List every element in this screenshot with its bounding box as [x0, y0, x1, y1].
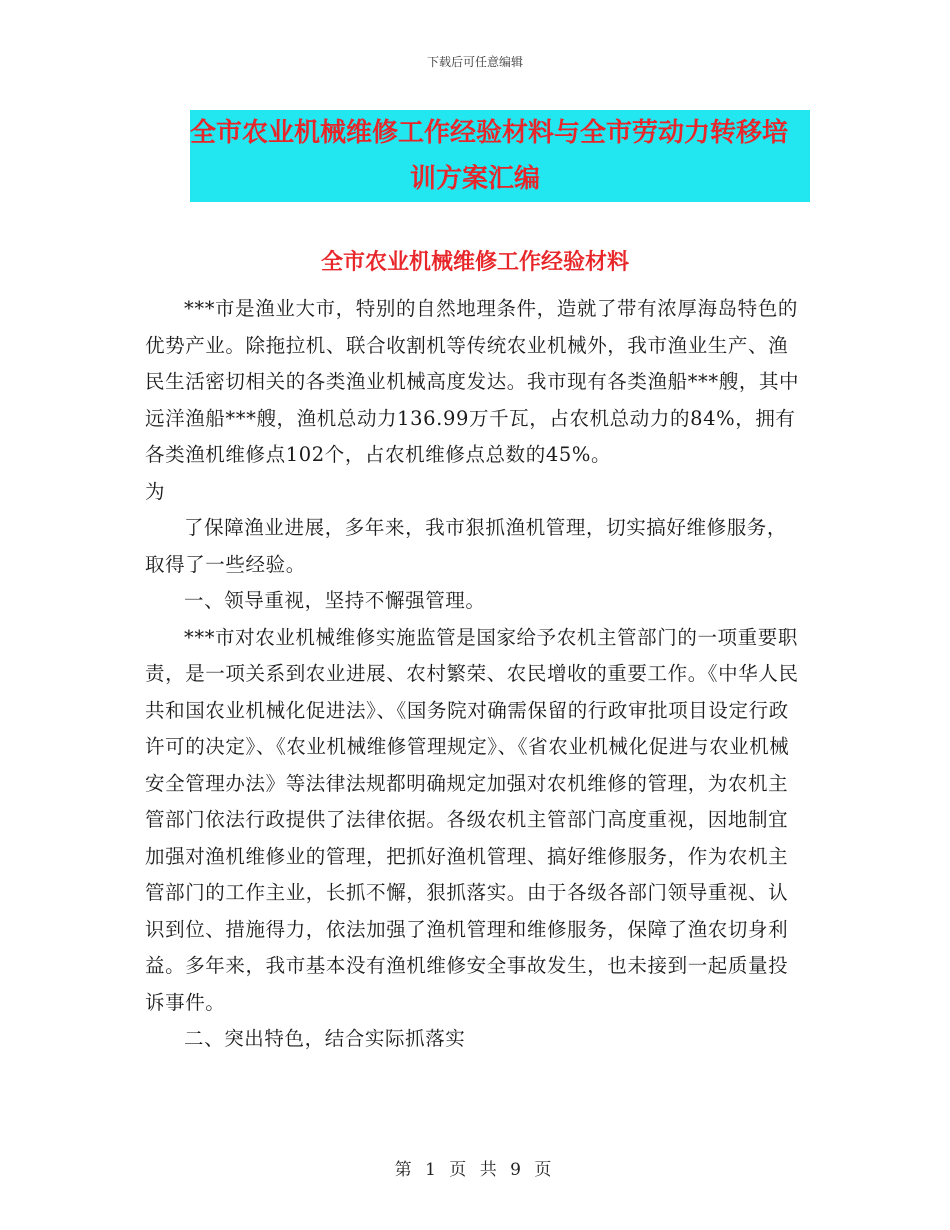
- paragraph: 了保障渔业进展，多年来，我市狠抓渔机管理，切实搞好维修服务，取得了一些经验。: [145, 516, 788, 576]
- document-body: [145, 291, 805, 1058]
- paragraph: 为: [145, 479, 166, 503]
- document-title: [190, 110, 810, 202]
- header-note: 下载后可任意编辑: [426, 55, 523, 69]
- paragraph: ***市对农业机械维修实施监管是国家给予农机主管部门的一项重要职责，是一项关系到农业进展、农村繁荣、农民增收的重要工作。《中华人民共和国农业机械化促进法》、《国务院对确需保留的行政审批项目设定行政许可的决定》、《农业机械维修管理规定》、《省农业机械化促进与农业机械安全管理办法》等法律法规都明确规定加强对农机维修的管理，为农机主管部门依法行政提供了法律依据。各级农机主管部门高度重视，因地制宜加强对渔机维修业的管理，把抓好渔机管理、搞好维修服务，作为农机主管部门的工作主业，长抓不懈，狠抓落实。由于各级各部门领导重视、认识到位、措施得力，依法加强了渔机管理和维修服务，保障了渔农切身利益。多年来，我市基本没有渔机维修安全事故发生，也未接到一起质量投诉事件。: [145, 625, 799, 1014]
- title-line-2: 训方案汇编: [410, 164, 541, 194]
- paragraph: 二、突出特色，结合实际抓落实: [184, 1027, 466, 1050]
- paragraph: ***市是渔业大市，特别的自然地理条件，造就了带有浓厚海岛特色的优势产业。除拖拉机、联合收割机等传统农业机械外，我市渔业生产、渔民生活密切相关的各类渔业机械高度发达。我市现有各类渔船***艘，其中远洋渔船***艘，渔机总动力136.99万千瓦，占农机总动力的84%，拥有各类渔机维修点102个，占农机维修点总数的45%。: [145, 297, 800, 466]
- section-title: 全市农业机械维修工作经验材料: [320, 250, 629, 275]
- page-footer: 第 1 页 共 9 页: [394, 1160, 556, 1180]
- paragraph: 一、领导重视，坚持不懈强管理。: [184, 589, 486, 612]
- title-line-1: 全市农业机械维修工作经验材料与全市劳动力转移培: [190, 118, 789, 148]
